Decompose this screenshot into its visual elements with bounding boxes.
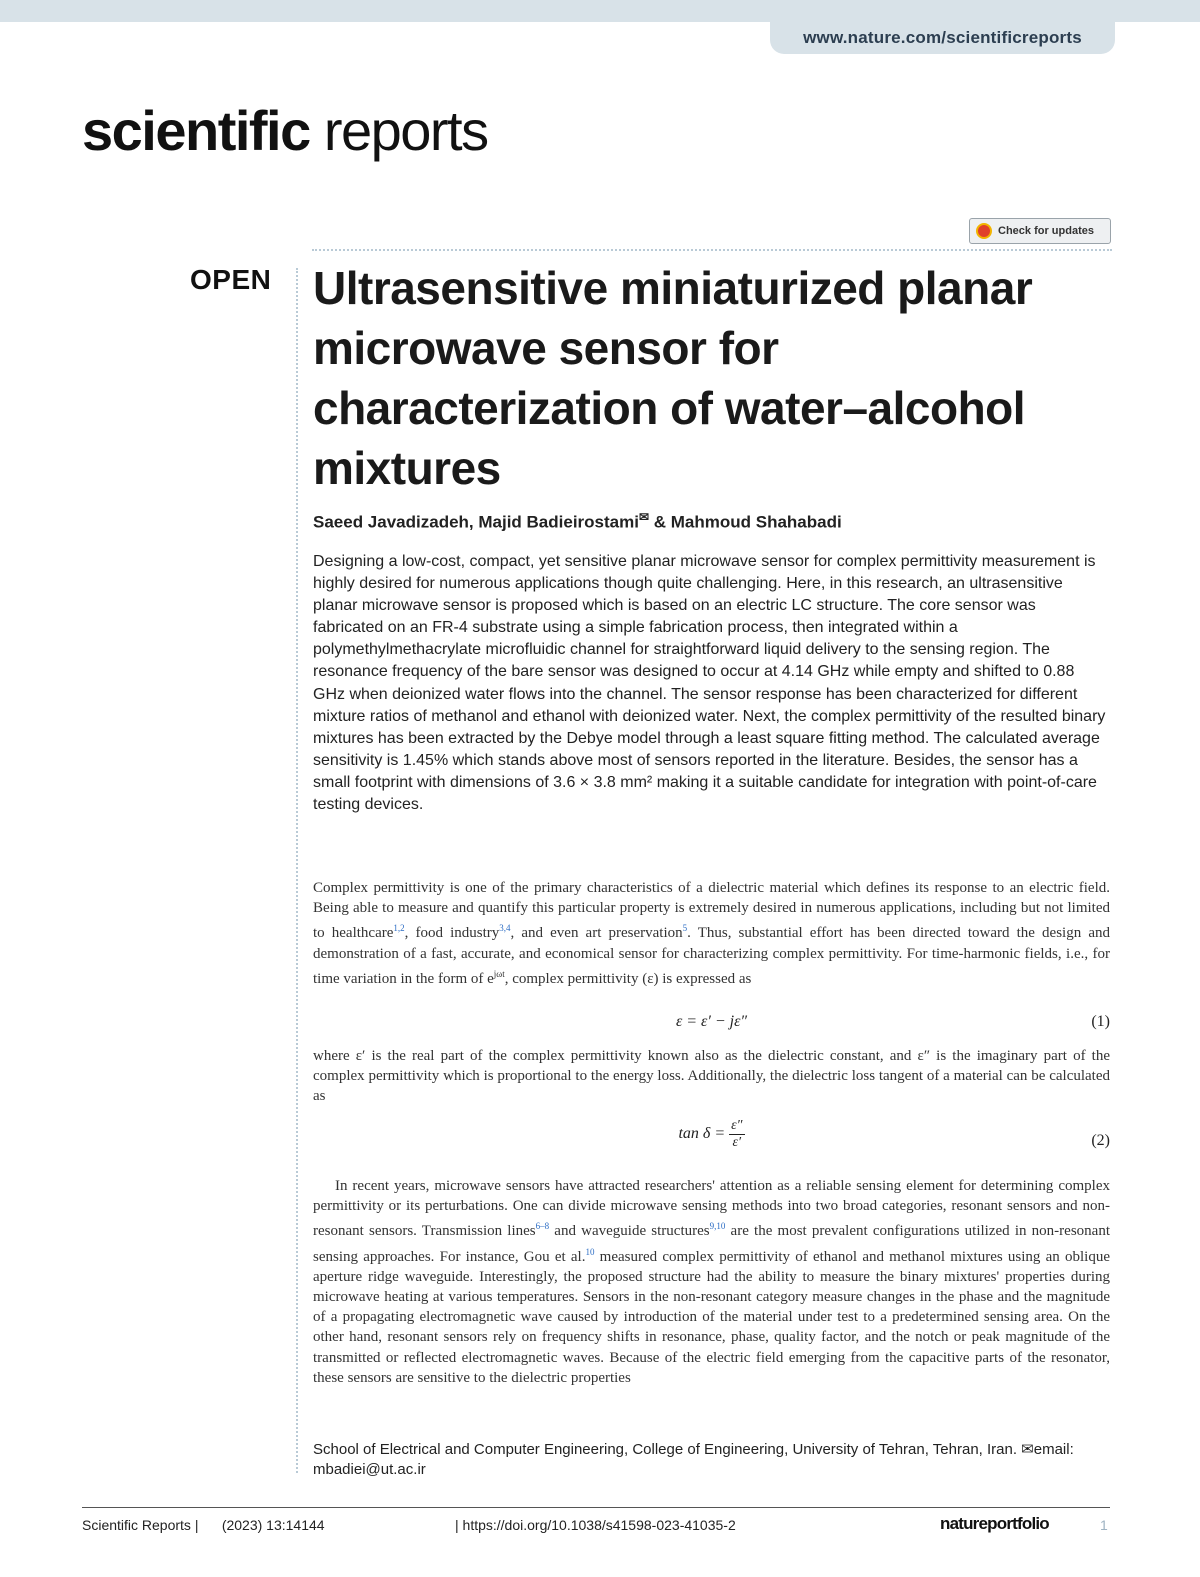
intro-text-1: Complex permittivity is one of the primary characteristics of a dielectric material which defines its response to an electric field. Being able to measure and quantify this particular property is extremely desired in numerous applications, including but not limited to healthcare <box>313 880 1110 942</box>
citation-link[interactable]: 1,2 <box>393 923 405 934</box>
page-number: 1 <box>1100 1517 1108 1533</box>
footer-citation <box>82 1517 325 1533</box>
paragraph-3 <box>313 1176 1110 1388</box>
exponent: jωt <box>493 968 505 979</box>
fraction <box>729 1118 744 1151</box>
publisher-logo: natureportfolio <box>940 1514 1049 1533</box>
intro-paragraph <box>313 878 1110 989</box>
para3-text-1: In recent years, microwave sensors have attracted researchers' attention as a reliable sensing element for determining complex permittivity or its perturbations. One can divide microwave sensing methods into two broad categories, resonant sensors and non-resonant sensors. Transmission lines <box>313 1178 1110 1240</box>
journal-logo-bold: scientific <box>82 99 310 162</box>
paragraph-2: where ε′ is the real part of the complex permittivity known also as the dielectric constant, and ε″ is the imaginary part of the complex permittivity which is proportional to the energy loss. Additionally, the dielectric loss tangent of a material can be calculated as <box>313 1048 1110 1105</box>
footer-doi-link[interactable]: | https://doi.org/10.1038/s41598-023-41035-2 <box>455 1517 736 1533</box>
para3-text-4: measured complex permittivity of ethanol and methanol mixtures using an oblique aperture ridge waveguide. Interestingly, the proposed structure had the ability to measure the binary mixtures' properties during microwave heating at various temperatures. Sensors in the non-resonant category measure changes in the phase and the magnitude of a propagating electromagnetic wave caused by introduction of the material under test to a predetermined sensing area. On the other hand, resonant sensors rely on frequency shifts in resonance, phase, quality factor, and the notch or peak magnitude of the transmitted or reflected electromagnetic waves. Because of the electric field emerging from the capacitive parts of the resonator, these sensors are sensitive to the dielectric properties <box>313 1248 1110 1386</box>
citation-link[interactable]: 3,4 <box>499 923 511 934</box>
equation-2-number: (2) <box>1091 1132 1110 1149</box>
citation-link[interactable]: 9,10 <box>709 1221 726 1232</box>
equation-1 <box>313 1011 1110 1041</box>
author-list <box>313 510 1103 533</box>
citation-link[interactable]: 6–8 <box>535 1221 550 1232</box>
divider <box>312 249 1112 251</box>
crossmark-icon <box>976 223 992 239</box>
para3-text-2: and waveguide structures <box>549 1223 710 1240</box>
check-for-updates-button[interactable] <box>969 218 1111 244</box>
equation-2-lhs: tan δ = <box>678 1125 730 1143</box>
top-banner <box>0 0 1200 22</box>
divider-vertical <box>296 268 298 1473</box>
citation-link[interactable]: 5 <box>682 923 688 934</box>
authors-part-b: & Mahmoud Shahabadi <box>649 512 842 532</box>
open-access-label: OPEN <box>190 264 272 295</box>
fraction-numerator: ε″ <box>731 1118 743 1133</box>
email-icon[interactable]: ✉ <box>638 510 650 524</box>
journal-logo-light: reports <box>323 99 488 162</box>
citation-link[interactable]: 10 <box>585 1246 595 1257</box>
journal-logo <box>82 98 488 163</box>
affiliation: School of Electrical and Computer Engineering, College of Engineering, University of Tehran, Tehran, Iran. ✉email: mbadiei@ut.ac.ir <box>313 1441 1074 1478</box>
intro-text-2: , food industry <box>404 925 500 942</box>
equation-1-body: ε = ε′ − jε″ <box>675 1013 748 1030</box>
article-title: Ultrasensitive miniaturized planar microwave sensor for characterization of water–alcohol mixtures <box>313 262 1033 494</box>
equation-2-body <box>313 1118 1110 1151</box>
footer-journal: Scientific Reports | <box>82 1517 199 1533</box>
intro-text-4: . Thus, substantial effort has been directed toward the design and demonstration of a fast, accurate, and economical sensor for characterizing complex permittivity. For time-harmonic fields, i.e., for time variation in the form of e <box>313 925 1110 987</box>
intro-text-5: , complex permittivity (ε) is expressed as <box>504 970 752 987</box>
abstract: Designing a low-cost, compact, yet sensitive planar microwave sensor for complex permittivity measurement is highly desired for numerous applications though quite challenging. Here, in this research, an ultrasensitive planar microwave sensor is proposed which is based on an electric LC structure. The core sensor was fabricated on an FR-4 substrate using a simple fabrication process, then integrated within a polymethylmethacrylate microfluidic channel for straightforward liquid delivery to the sensing region. The resonance frequency of the bare sensor was designed to occur at 4.14 GHz while empty and shifted to 0.88 GHz when deionized water flows into the channel. The sensor response has been characterized for different mixture ratios of methanol and ethanol with deionized water. Next, the complex permittivity of the resulted binary mixtures has been extracted by the Debye model through a least square fitting method. The calculated average sensitivity is 1.45% which stands above most of sensors reported in the literature. Besides, the sensor has a small footprint with dimensions of 3.6 × 3.8 mm² making it a suitable candidate for integration with point-of-care testing devices. <box>313 553 1106 814</box>
para3-text-3: are the most prevalent configurations utilized in non-resonant sensing approaches. For instance, Gou et al. <box>313 1223 1110 1265</box>
check-for-updates-label: Check for updates <box>998 225 1094 237</box>
authors-part-a: Saeed Javadizadeh, Majid Badieirostami <box>313 512 639 532</box>
fraction-denominator: ε′ <box>732 1135 742 1150</box>
equation-2 <box>313 1118 1110 1168</box>
intro-text-3: , and even art preservation <box>510 925 683 942</box>
footer-divider <box>82 1507 1110 1508</box>
footer-volume: (2023) 13:14144 <box>221 1517 325 1533</box>
journal-url[interactable]: www.nature.com/scientificreports <box>770 22 1115 54</box>
equation-1-number: (1) <box>1091 1013 1110 1030</box>
